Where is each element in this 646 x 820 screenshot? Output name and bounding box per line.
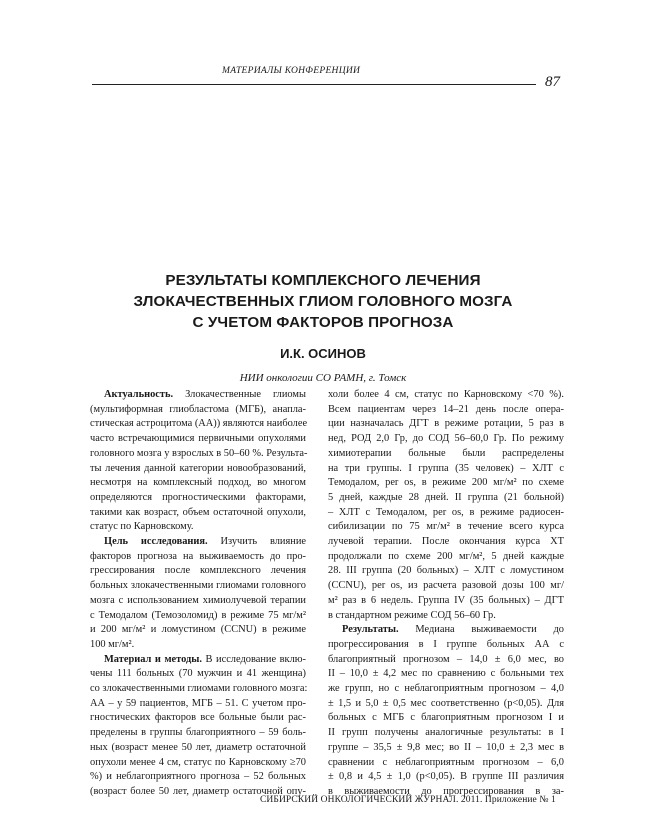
- running-header: МАТЕРИАЛЫ КОНФЕРЕНЦИИ: [222, 66, 361, 76]
- text-line: %) и неблагоприятного прогноза – 52 больных: [90, 771, 306, 783]
- text-line: 100 мг/м².: [90, 638, 135, 650]
- title-line: С УЧЕТОМ ФАКТОРОВ ПРОГНОЗА: [192, 314, 454, 331]
- text-line: Цель исследования. Изучить влияние: [104, 536, 306, 548]
- text-line: сибилизации по 75 мг/м² в течение всего курса: [328, 521, 564, 533]
- text-line: часто встречающимися первичными опухолями: [90, 433, 306, 445]
- text-line: опухоли менее 4 см, статус по Карновскому ≥70: [90, 756, 306, 768]
- text-line: головного мозга у взрослых в 50–60 %. Результа-: [90, 447, 308, 459]
- text-line: II групп получены аналогичные результаты: в I: [328, 727, 564, 739]
- text-line: II – 10,0 ± 4,2 мес по сравнению с больными тех: [328, 668, 564, 680]
- text-line: в стандартном режиме СОД 56–60 Гр.: [328, 609, 496, 621]
- text-line: (возраст более 50 лет, диаметр остаточной опу-: [90, 785, 306, 797]
- text-line: гностических факторов все больные были рас-: [90, 712, 306, 724]
- text-line: лучевой терапии. После окончания курса ХТ: [328, 536, 564, 548]
- text-line: и 200 мг/м² и ломустином (CCNU) в режиме: [90, 624, 306, 636]
- text-line: на три группы. I группа (35 человек) – ХЛТ с: [328, 462, 564, 474]
- right-column: [328, 388, 564, 800]
- author-affiliation: НИИ онкологии СО РАМН, г. Томск: [239, 372, 407, 384]
- text-line: определяются прогностическими факторами,: [90, 491, 306, 503]
- text-line: статус по Карновскому.: [90, 521, 194, 533]
- text-line: сравнении с неблагоприятным прогнозом – 6,0: [328, 756, 564, 768]
- text-line: Материал и методы. В исследование вклю-: [104, 653, 306, 665]
- section-heading: Актуальность.: [104, 389, 174, 400]
- text-line: 28. III группа (20 больных) – ХЛТ с ломустином: [328, 565, 564, 577]
- text-line: (мультиформная глиобластома (МГБ), анапла-: [90, 403, 306, 415]
- text-line: – ХЛТ с Темодалом, per os, в режиме радиосен-: [328, 506, 564, 518]
- text-line: нед, РОД 2,0 Гр, до СОД 56–60,0 Гр. По режиму: [328, 433, 564, 445]
- title-line: РЕЗУЛЬТАТЫ КОМПЛЕКСНОГО ЛЕЧЕНИЯ: [165, 272, 481, 289]
- page-number: 87: [545, 74, 560, 90]
- text-line: 5 дней, каждые 28 дней. II группа (21 больной): [328, 491, 564, 503]
- title-line: ЗЛОКАЧЕСТВЕННЫХ ГЛИОМ ГОЛОВНОГО МОЗГА: [133, 293, 513, 310]
- text-line: Актуальность. Злокачественные глиомы: [104, 389, 306, 400]
- article-title: [92, 270, 554, 333]
- text-line: прогрессирования в I группе больных АА с: [328, 638, 564, 650]
- text-line: ± 0,8 и 4,5 ± 1,0 (p<0,05). В группе III различия: [328, 771, 564, 783]
- text-line: грессирования после комплексного лечения: [90, 565, 306, 577]
- text-line: химиотерапии больные были распределены: [328, 447, 564, 459]
- text-line: АА – у 59 пациентов, МГБ – 51. С учетом про-: [90, 697, 306, 709]
- text-line: Всем пациентам через 14–21 день после опера-: [328, 403, 564, 415]
- text-line: благоприятный прогнозом – 14,0 ± 6,0 мес, во: [328, 653, 564, 665]
- text-line: факторов прогноза на выживаемость до про-: [90, 550, 306, 562]
- text-line: м² раз в 6 недель. Группа IV (35 больных) – ДГТ: [328, 594, 564, 606]
- text-line: такими как возраст, объем остаточной опухоли,: [90, 506, 306, 518]
- section-heading: Результаты.: [342, 624, 399, 636]
- header-rule: [92, 84, 536, 85]
- text-line: со злокачественными глиомами головного мозга:: [90, 683, 308, 695]
- text-line: же групп, но с неблагоприятным прогнозом – 4,0: [328, 683, 564, 695]
- text-line: Результаты. Медиана выживаемости до: [342, 624, 564, 636]
- text-line: ± 1,5 и 5,0 ± 0,5 мес соответственно (p<0,05). Для: [328, 697, 564, 709]
- text-line: (CCNU), per os, из расчета разовой дозы 100 мг/: [328, 580, 564, 592]
- text-line: Темодалом, per os, в режиме 200 мг/м² по схеме: [328, 477, 564, 489]
- author-name: И.К. ОСИНОВ: [280, 346, 366, 361]
- journal-footer: СИБИРСКИЙ ОНКОЛОГИЧЕСКИЙ ЖУРНАЛ. 2011. Приложение № 1: [260, 795, 556, 805]
- text-line: пределены в группы благоприятного – 59 боль-: [90, 727, 306, 739]
- section-heading: Материал и методы.: [104, 653, 202, 665]
- text-line: чены 111 больных (70 мужчин и 41 женщина): [90, 668, 306, 680]
- text-line: в выживаемости до прогрессирования в за-: [328, 785, 564, 797]
- text-line: ции назначалась ДГТ в режиме ротации, 5 раз в: [328, 418, 564, 430]
- text-line: стическая астроцитома (АА)) являются наиболее: [90, 418, 308, 430]
- text-line: холи более 4 см, статус по Карновскому <70 %).: [328, 389, 564, 400]
- text-line: с Темодалом (Темозоломид) в режиме 75 мг/м²: [90, 609, 306, 621]
- text-line: продолжали по схеме 200 мг/м², 5 дней каждые: [328, 550, 564, 562]
- left-column: [90, 388, 306, 800]
- text-line: мозга с использованием химиолучевой терапии: [90, 594, 306, 606]
- text-line: несмотря на комплексный подход, во многом: [90, 477, 306, 489]
- text-line: ты лечения данной категории новообразований,: [90, 462, 306, 474]
- text-line: группе – 35,5 ± 9,8 мес; во II – 10,0 ± 2,3 мес в: [328, 741, 564, 753]
- text-line: больных с МГБ с благоприятным прогнозом I и: [328, 712, 564, 724]
- section-heading: Цель исследования.: [104, 536, 208, 548]
- text-line: больных злокачественными глиомами головного: [90, 580, 306, 592]
- text-line: ных (возраст менее 50 лет, диаметр остаточной: [90, 741, 306, 753]
